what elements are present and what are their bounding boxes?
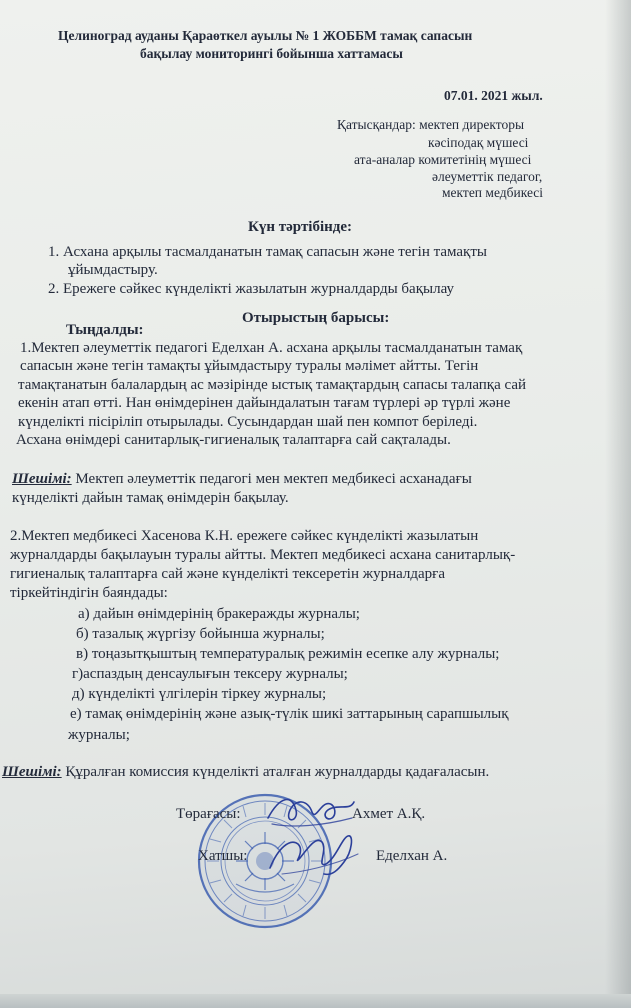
- chair-signature: [262, 788, 358, 832]
- agenda-heading: Күн тәртібінде:: [248, 219, 353, 235]
- journal-item: а) дайын өнімдерінің бракеражды журналы;: [78, 606, 360, 622]
- participant-item: әлеуметтік педагог,: [432, 169, 543, 184]
- paragraph-1-line: күнделікті пісіріліп отырылады. Сусындардан шай пен компот беріледі.: [18, 414, 478, 430]
- participants-block: [337, 117, 524, 133]
- document-title-line1: Целиноград ауданы Қараөткел ауылы № 1 ЖОББМ тамақ сапасын: [58, 28, 473, 43]
- secretary-label: Хатшы:: [198, 848, 248, 864]
- participants-label: Қатысқандар:: [337, 117, 416, 132]
- page-edge-shadow: [605, 0, 631, 1008]
- agenda-item-2: 2. Ережеге сәйкес күнделікті жазылатын журналдарды бақылау: [48, 281, 454, 297]
- paragraph-2-line: гигиеналық талаптарға сай және күнделікті тексеретін журналдарға: [10, 566, 445, 582]
- chair-name: Ахмет А.Қ.: [352, 806, 426, 822]
- decision-2-text: Құралған комиссия күнделікті аталған журналдарды қадағаласын.: [61, 764, 490, 780]
- paragraph-2-line: журналдарды бақылауын туралы айтты. Мектеп медбикесі асхана санитарлық-: [10, 547, 516, 563]
- journal-item: б) тазалық жүргізу бойынша журналы;: [76, 626, 325, 642]
- decision-1-text: Мектеп әлеуметтік педагогі мен мектеп медбикесі асханадағы: [71, 471, 472, 487]
- journal-item: е) тамақ өнімдерінің және азық-түлік шикі заттарының сарапшылық: [70, 706, 509, 722]
- agenda-item-1: 1. Асхана арқылы тасмалданатын тамақ сапасын және тегін тамақты: [48, 244, 487, 260]
- journal-item-cont: журналы;: [68, 727, 130, 743]
- paragraph-2-line: 2.Мектеп медбикесі Хасенова К.Н. ережеге сәйкес күнделікті жазылатын: [10, 528, 479, 544]
- journal-item: в) тоңазытқыштың температуралық режимін есепке алу журналы;: [76, 646, 500, 662]
- decision-1: [12, 470, 472, 489]
- document-title-line2: бақылау мониторингі бойынша хаттамасы: [140, 46, 403, 61]
- chair-label: Төрағасы:: [176, 806, 241, 822]
- secretary-signature: [262, 828, 362, 880]
- decision-2: [2, 763, 489, 782]
- listened-label: Тыңдалды:: [66, 322, 144, 338]
- paragraph-1-line: Асхана өнімдері санитарлық-гигиеналық талаптарға сай сақталады.: [16, 432, 451, 448]
- decision-1-cont: күнделікті дайын тамақ өнімдерін бақылау.: [12, 490, 289, 506]
- participant-item: мектеп медбикесі: [442, 185, 544, 200]
- paragraph-1-line: тамақтанатын балалардың ас мәзірінде ыстық тамақтардың сапасы талапқа сай: [18, 377, 527, 393]
- paragraph-2-line: тіркейтіндігін баяндады:: [10, 585, 168, 601]
- decision-1-label: Шешімі:: [12, 471, 72, 487]
- participant-item: кәсіподақ мүшесі: [428, 135, 529, 150]
- agenda-item-1-cont: ұйымдастыру.: [68, 262, 158, 278]
- paragraph-1-line: сапасын және тегін тамақты ұйымдастыру туралы мәлімет айтты. Тегін: [20, 358, 479, 374]
- paragraph-1-line: екенін атап өтті. Нан өнімдерінен дайындалатын тағам түрлері әр түрлі және: [18, 395, 511, 411]
- document-date: 07.01. 2021 жыл.: [444, 88, 543, 103]
- paragraph-1-line: 1.Мектеп әлеуметтік педагогі Еделхан А. асхана арқылы тасмалданатын тамақ: [20, 340, 523, 356]
- journal-item: г)аспаздың денсаулығын тексеру журналы;: [72, 666, 348, 682]
- participant-item: ата-аналар комитетінің мүшесі: [354, 152, 532, 167]
- secretary-name: Еделхан А.: [376, 848, 448, 864]
- page-bottom-edge: [0, 994, 631, 1008]
- decision-2-label: Шешімі:: [2, 764, 62, 780]
- participant-item: мектеп директоры: [419, 117, 525, 132]
- proceedings-heading: Отырыстың барысы:: [242, 310, 390, 326]
- journal-item: д) күнделікті үлгілерін тіркеу журналы;: [72, 686, 327, 702]
